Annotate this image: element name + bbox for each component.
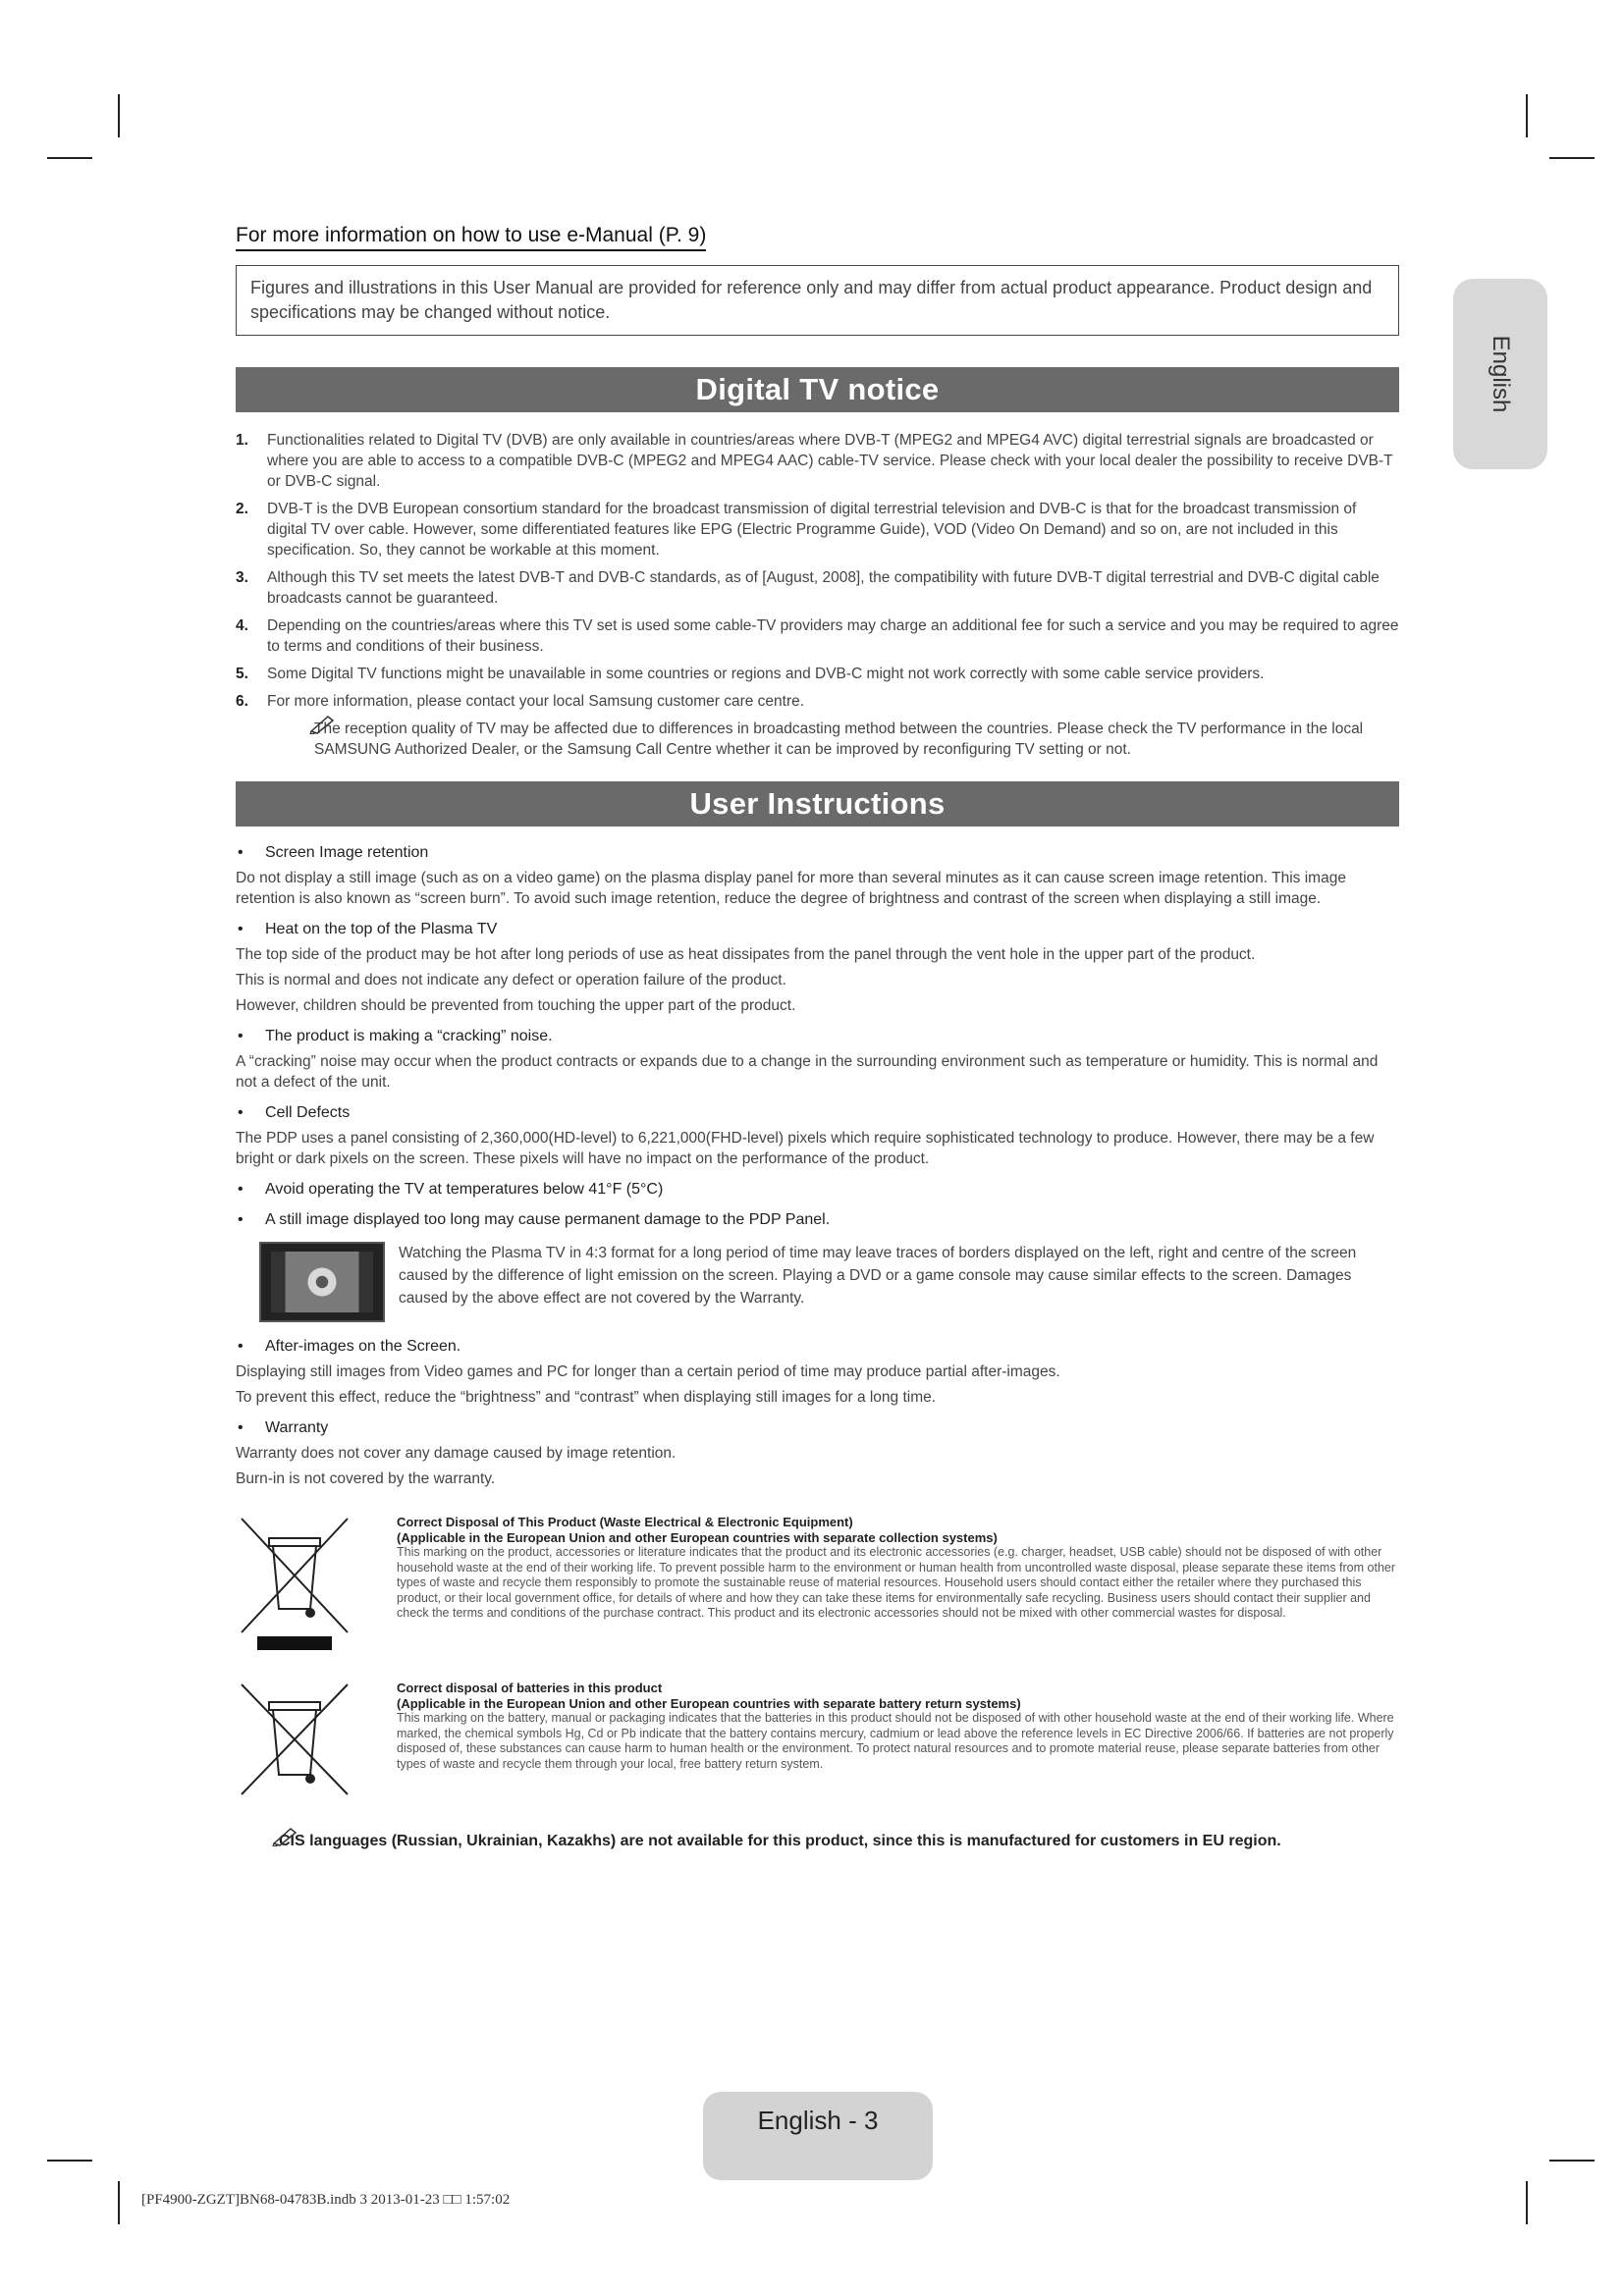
reception-note	[314, 719, 1399, 760]
note-pencil-icon	[271, 1825, 300, 1846]
list-item	[236, 430, 1399, 492]
list-item	[236, 664, 1399, 684]
battery-body: This marking on the battery, manual or packaging indicates that the batteries in this product should not be disposed of with other household waste at the end of their working life. Where marked, the chemical symbols Hg, Cd or Pb indicate that the battery contains mercury, cadmium or lead above the reference levels in EC Directive 2006/66. If batteries are not properly disposed of, these substances can cause harm to human health or the environment. To protect natural resources and to promote material reuse, please separate batteries from other types of waste and recycle them through your local, free battery return system.	[397, 1711, 1394, 1771]
cis-note-text: CIS languages (Russian, Ukrainian, Kazakhs) are not available for this product, since this is manufactured for customers in EU region.	[279, 1833, 1281, 1849]
list-text: DVB-T is the DVB European consortium standard for the broadcast transmission of digital terrestrial television and DVB-C is that for the broadcast transmission of digital TV over cable. However, some differentiated features like EPG (Electric Programme Guide), VOD (Video On Demand) and so on, are not included in this specification. So, they cannot be workable at this moment.	[267, 501, 1357, 559]
paragraph: The top side of the product may be hot after long periods of use as heat dissipates from the panel through the vent hole in the upper part of the product.	[236, 946, 1256, 963]
print-imprint: [PF4900-ZGZT]BN68-04783B.indb 3 2013-01-23 □□ 1:57:02	[141, 2192, 511, 2208]
crop-mark	[1526, 2181, 1528, 2224]
still-image-row	[259, 1242, 1399, 1322]
weee-crossed-bin-icon	[236, 1515, 353, 1657]
list-text: Although this TV set meets the latest DVB-T and DVB-C standards, as of [August, 2008], the compatibility with future DVB-T digital terrestrial and DVB-C digital cable broadcasts cannot be guaranteed.	[267, 569, 1380, 607]
section-heading: • The product is making a “cracking” noise.	[236, 1026, 1399, 1046]
list-item	[236, 567, 1399, 609]
section-heading: • Heat on the top of the Plasma TV	[236, 919, 1399, 939]
paragraph: Do not display a still image (such as on a video game) on the plasma display panel for more than several minutes as it can cause screen image retention. This image retention is also known as “screen burn”. To avoid such image retention, reduce the degree of brightness and contrast of the screen when displaying a still image.	[236, 870, 1346, 907]
battery-disposal-block	[236, 1681, 1399, 1803]
battery-crossed-bin-icon	[236, 1681, 353, 1803]
language-side-tab	[1453, 279, 1547, 469]
list-text: Depending on the countries/areas where this TV set is used some cable-TV providers may charge an additional fee for such a service and you may be required to agree to terms and conditions of their business.	[267, 617, 1399, 655]
list-text: Functionalities related to Digital TV (DVB) are only available in countries/areas where DVB-T (MPEG2 and MPEG4 AVC) digital terrestrial signals are broadcasted or where you are able to access to a compatible DVB-C (MPEG2 and MPEG4 AAC) cable-TV service. Please check with your local dealer the possibility to receive DVB-T or DVB-C signal.	[267, 432, 1393, 490]
crop-mark	[1526, 94, 1528, 137]
paragraph: This is normal and does not indicate any defect or operation failure of the product.	[236, 972, 786, 988]
section-heading: • Cell Defects	[236, 1102, 1399, 1123]
battery-title: Correct disposal of batteries in this product	[397, 1681, 663, 1695]
page-number-tab	[703, 2092, 933, 2180]
flower-image-icon	[271, 1252, 373, 1312]
paragraph: Burn-in is not covered by the warranty.	[236, 1470, 496, 1487]
list-item	[236, 691, 1399, 712]
section-heading: • After-images on the Screen.	[236, 1336, 1399, 1357]
crop-mark	[118, 94, 120, 137]
still-image-text: Watching the Plasma TV in 4:3 format for a long period of time may leave traces of borders displayed on the left, right and centre of the screen caused by the difference of light emission on the screen. Playing a DVD or a game console may cause similar effects to the screen. Damages caused by the above effect are not covered by the Warranty.	[399, 1245, 1357, 1307]
side-tab-label: English	[1488, 335, 1514, 413]
paragraph: Displaying still images from Video games and PC for longer than a certain period of time may produce partial after-images.	[236, 1363, 1060, 1380]
weee-disposal-block	[236, 1515, 1399, 1657]
paragraph: A “cracking” noise may occur when the product contracts or expands due to a change in the surrounding environment such as temperature or humidity. This is normal and not a defect of the unit.	[236, 1053, 1379, 1091]
paragraph: To prevent this effect, reduce the “brightness” and “contrast” when displaying still images for a long time.	[236, 1389, 937, 1406]
crop-mark	[1549, 2160, 1595, 2162]
note-text: The reception quality of TV may be affected due to differences in broadcasting method between the countries. Please check the TV performance in the local SAMSUNG Authorized Dealer, or the Samsung Call Centre whether it can be improved by reconfiguring TV setting or not.	[314, 721, 1364, 758]
section-heading: • Warranty	[236, 1417, 1399, 1438]
list-number: 2.	[236, 501, 248, 517]
tv-screen-image	[259, 1242, 385, 1322]
paragraph: The PDP uses a panel consisting of 2,360,000(HD-level) to 6,221,000(FHD-level) pixels which require sophisticated technology to produce. However, there may be a few bright or dark pixels on the screen. These pixels will have no impact on the performance of the product.	[236, 1130, 1375, 1167]
weee-title: Correct Disposal of This Product (Waste Electrical & Electronic Equipment)	[397, 1515, 853, 1529]
weee-subtitle: (Applicable in the European Union and other European countries with separate collection systems)	[397, 1529, 998, 1545]
list-item	[236, 615, 1399, 657]
list-number: 3.	[236, 569, 248, 586]
disclaimer-box: Figures and illustrations in this User Manual are provided for reference only and may differ from actual product appearance. Product design and specifications may be changed without notice.	[236, 265, 1399, 336]
list-number: 1.	[236, 432, 248, 449]
section-heading: • Screen Image retention	[236, 842, 1399, 863]
battery-subtitle: (Applicable in the European Union and other European countries with separate battery return systems)	[397, 1695, 1021, 1711]
list-number: 4.	[236, 617, 248, 634]
digital-tv-notice-list	[236, 430, 1399, 712]
crop-mark	[118, 2181, 120, 2224]
crop-mark	[47, 2160, 92, 2162]
list-number: 6.	[236, 693, 248, 710]
tv-screen-picture	[271, 1252, 373, 1312]
paragraph: Warranty does not cover any damage caused by image retention.	[236, 1445, 677, 1462]
paragraph: However, children should be prevented from touching the upper part of the product.	[236, 997, 796, 1014]
list-item	[236, 499, 1399, 561]
weee-body: This marking on the product, accessories or literature indicates that the product and its electronic accessories (e.g. charger, headset, USB cable) should not be disposed of with other household waste at the end of their working life. To prevent possible harm to the environment or human health from uncontrolled waste disposal, please separate these items from other types of waste and recycle them responsibly to promote the sustainable reuse of material resources. Household users should contact either the retailer where they purchased this product, or their local government office, for details of where and how they can take these items for environmentally safe recycling. Business users should contact their supplier and check the terms and conditions of the purchase contract. This product and its electronic accessories should not be mixed with other commercial wastes for disposal.	[397, 1545, 1396, 1620]
list-number: 5.	[236, 666, 248, 682]
list-text: For more information, please contact your local Samsung customer care centre.	[267, 693, 805, 710]
crop-mark	[1549, 157, 1595, 159]
digital-tv-notice-banner: Digital TV notice	[236, 367, 1399, 412]
section-heading: • A still image displayed too long may cause permanent damage to the PDP Panel.	[236, 1209, 1399, 1230]
cis-language-note	[279, 1833, 1399, 1850]
section-heading: • Avoid operating the TV at temperatures below 41°F (5°C)	[236, 1179, 1399, 1200]
list-text: Some Digital TV functions might be unavailable in some countries or regions and DVB-C might not work correctly with some cable service providers.	[267, 666, 1265, 682]
note-pencil-icon	[308, 713, 338, 734]
crop-mark	[47, 157, 92, 159]
page-content	[236, 224, 1399, 1850]
emanual-link[interactable]: For more information on how to use e-Manual (P. 9)	[236, 224, 706, 251]
page-number: English - 3	[757, 2106, 879, 2135]
user-instructions-banner: User Instructions	[236, 781, 1399, 827]
